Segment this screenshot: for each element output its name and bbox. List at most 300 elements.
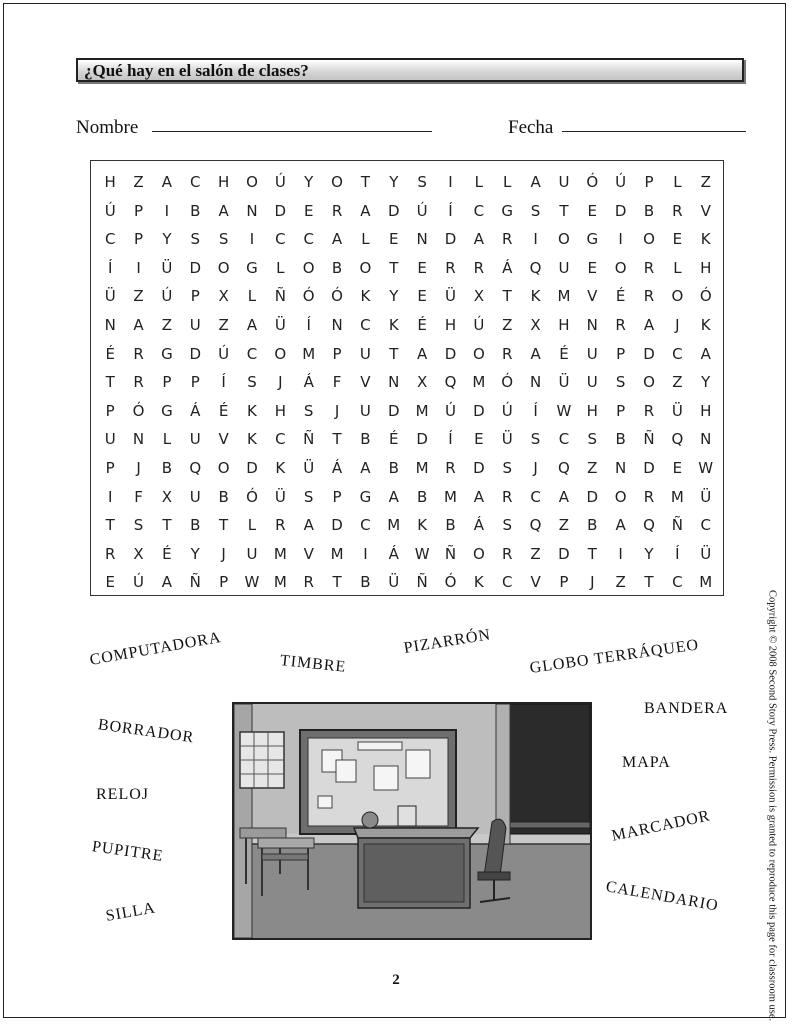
grid-cell[interactable]: Ó [699,287,712,306]
grid-cell[interactable]: E [587,201,598,220]
grid-cell[interactable]: N [615,458,627,477]
grid-cell[interactable]: C [303,230,314,249]
grid-cell[interactable]: É [615,287,626,306]
grid-cell[interactable]: Ó [132,401,145,420]
grid-cell[interactable]: M [330,544,344,563]
grid-cell[interactable]: D [189,258,202,277]
grid-cell[interactable]: N [529,373,542,392]
grid-cell[interactable]: B [360,573,371,592]
grid-cell[interactable]: I [533,230,538,249]
grid-cell[interactable]: É [218,401,229,420]
grid-cell[interactable]: Í [448,201,453,220]
grid-cell[interactable]: P [616,401,626,420]
grid-cell[interactable]: M [273,544,287,563]
grid-cell[interactable]: Ñ [274,287,286,306]
grid-cell[interactable]: L [361,230,370,249]
grid-cell[interactable]: H [700,258,712,277]
grid-cell[interactable]: Ó [246,487,258,506]
grid-cell[interactable]: Ñ [416,573,428,592]
grid-cell[interactable]: K [700,230,711,249]
grid-cell[interactable]: Y [389,173,399,191]
grid-cell[interactable]: G [161,344,173,363]
grid-cell[interactable]: M [444,487,457,506]
grid-cell[interactable]: T [587,544,597,563]
grid-cell[interactable]: N [700,430,712,449]
grid-cell[interactable]: P [190,287,200,306]
grid-cell[interactable]: Ú [416,201,428,220]
grid-cell[interactable]: I [448,173,453,191]
grid-cell[interactable]: R [615,315,626,334]
grid-cell[interactable]: A [161,173,173,191]
grid-cell[interactable]: J [221,544,226,563]
grid-cell[interactable]: O [643,373,655,392]
grid-cell[interactable]: V [218,430,229,449]
grid-cell[interactable]: Z [502,315,513,334]
grid-cell[interactable]: I [363,544,368,563]
grid-cell[interactable]: D [416,430,428,449]
grid-cell[interactable]: Y [701,373,711,392]
grid-cell[interactable]: H [700,401,712,420]
grid-cell[interactable]: R [501,544,513,563]
grid-cell[interactable]: D [387,201,400,220]
grid-cell[interactable]: S [247,373,257,392]
grid-cell[interactable]: N [331,315,343,334]
date-field[interactable] [562,131,746,132]
grid-cell[interactable]: Í [448,430,453,449]
grid-cell[interactable]: E [105,573,115,592]
grid-cell[interactable]: Á [388,544,399,563]
grid-cell[interactable]: Z [133,173,144,191]
grid-cell[interactable]: T [105,516,115,535]
grid-cell[interactable]: J [334,401,340,420]
grid-cell[interactable]: N [132,430,145,449]
grid-cell[interactable]: Ú [133,573,145,592]
grid-cell[interactable]: Ú [218,344,230,363]
grid-cell[interactable]: Ñ [189,573,201,592]
grid-cell[interactable]: Z [218,315,229,334]
grid-cell[interactable]: B [615,430,626,449]
grid-cell[interactable]: H [558,315,570,334]
grid-cell[interactable]: C [275,430,286,449]
grid-cell[interactable]: S [530,201,541,220]
grid-cell[interactable]: Z [700,173,711,191]
grid-cell[interactable]: Z [672,373,683,392]
grid-cell[interactable]: T [332,430,342,449]
grid-cell[interactable]: O [217,258,230,277]
grid-cell[interactable]: S [417,173,427,191]
grid-cell[interactable]: U [189,487,201,506]
grid-cell[interactable]: N [586,315,598,334]
grid-cell[interactable]: Z [133,287,144,306]
grid-cell[interactable]: Z [558,516,570,535]
grid-cell[interactable]: N [104,315,116,334]
grid-cell[interactable]: C [672,573,683,592]
grid-cell[interactable]: A [331,230,343,249]
grid-cell[interactable]: M [302,344,316,363]
grid-cell[interactable]: Ü [303,458,315,477]
grid-cell[interactable]: M [472,373,486,392]
grid-cell[interactable]: J [278,373,283,392]
grid-cell[interactable]: P [105,401,115,420]
grid-cell[interactable]: O [246,173,258,191]
grid-cell[interactable]: B [190,201,201,220]
grid-cell[interactable]: Í [306,315,311,334]
grid-cell[interactable]: R [501,230,513,249]
grid-cell[interactable]: K [388,315,399,334]
grid-cell[interactable]: P [644,173,654,191]
grid-cell[interactable]: Ú [445,401,456,420]
grid-cell[interactable]: B [388,458,399,477]
grid-cell[interactable]: C [700,516,711,535]
grid-cell[interactable]: K [473,573,484,592]
grid-cell[interactable]: D [473,401,485,420]
grid-cell[interactable]: O [472,344,485,363]
grid-cell[interactable]: L [276,258,285,277]
grid-cell[interactable]: R [501,487,513,506]
grid-cell[interactable]: S [502,516,512,535]
grid-cell[interactable]: D [387,401,400,420]
grid-cell[interactable]: J [675,315,680,334]
grid-cell[interactable]: N [246,201,258,220]
grid-cell[interactable]: I [164,201,170,220]
grid-cell[interactable]: U [189,430,201,449]
grid-cell[interactable]: R [445,458,456,477]
grid-cell[interactable]: M [415,401,429,420]
grid-cell[interactable]: C [360,315,371,334]
grid-cell[interactable]: Ú [104,201,116,220]
grid-cell[interactable]: B [218,487,229,506]
grid-cell[interactable]: U [104,430,116,449]
grid-cell[interactable]: B [190,516,201,535]
grid-cell[interactable]: Ñ [671,516,683,535]
grid-cell[interactable]: T [644,573,654,592]
grid-cell[interactable]: C [104,230,116,249]
grid-cell[interactable]: K [700,315,711,334]
grid-cell[interactable]: Y [389,287,399,306]
grid-cell[interactable]: U [558,173,570,191]
grid-cell[interactable]: Z [615,573,626,592]
grid-cell[interactable]: R [643,287,655,306]
grid-cell[interactable]: S [587,430,598,449]
grid-cell[interactable]: Q [529,516,542,535]
grid-cell[interactable]: C [246,344,258,363]
grid-cell[interactable]: O [614,487,627,506]
grid-cell[interactable]: Q [529,258,542,277]
grid-cell[interactable]: Z [161,315,173,334]
grid-cell[interactable]: H [274,401,286,420]
grid-cell[interactable]: U [558,258,570,277]
grid-cell[interactable]: P [190,373,200,392]
grid-cell[interactable]: A [246,315,258,334]
grid-cell[interactable]: W [556,401,572,420]
grid-cell[interactable]: T [360,173,370,191]
grid-cell[interactable]: O [302,258,315,277]
grid-cell[interactable]: M [699,573,713,592]
grid-cell[interactable]: Ü [274,315,286,334]
grid-cell[interactable]: Ü [671,401,683,420]
grid-cell[interactable]: R [643,487,655,506]
grid-cell[interactable]: O [274,344,287,363]
grid-cell[interactable]: C [530,487,541,506]
grid-cell[interactable]: D [331,516,343,535]
grid-cell[interactable]: B [587,516,598,535]
grid-cell[interactable]: J [136,458,141,477]
grid-cell[interactable]: W [244,573,260,592]
grid-cell[interactable]: R [104,544,116,563]
grid-cell[interactable]: I [618,544,623,563]
grid-cell[interactable]: R [672,201,683,220]
grid-cell[interactable]: X [161,487,173,506]
grid-cell[interactable]: Q [643,516,655,535]
grid-cell[interactable]: G [586,230,599,249]
grid-cell[interactable]: P [219,573,229,592]
grid-cell[interactable]: A [615,516,626,535]
grid-cell[interactable]: I [107,487,113,506]
grid-cell[interactable]: A [161,573,173,592]
grid-cell[interactable]: É [389,430,399,449]
grid-cell[interactable]: U [586,344,598,363]
grid-cell[interactable]: Í [675,544,680,563]
grid-cell[interactable]: M [670,487,684,506]
grid-cell[interactable]: U [189,315,201,334]
grid-cell[interactable]: D [586,487,599,506]
grid-cell[interactable]: H [217,173,230,191]
grid-cell[interactable]: M [415,458,429,477]
grid-cell[interactable]: I [136,258,141,277]
grid-cell[interactable]: Ó [331,287,343,306]
grid-cell[interactable]: V [530,573,541,592]
grid-cell[interactable]: Ü [161,258,173,277]
grid-cell[interactable]: O [643,230,655,249]
grid-cell[interactable]: C [190,173,201,191]
grid-cell[interactable]: R [643,401,655,420]
grid-cell[interactable]: L [474,173,484,191]
grid-cell[interactable]: X [473,287,484,306]
grid-cell[interactable]: E [389,230,399,249]
grid-cell[interactable]: A [218,201,229,220]
grid-cell[interactable]: O [359,258,372,277]
grid-cell[interactable]: Ü [104,287,116,306]
grid-cell[interactable]: T [389,344,399,363]
grid-cell[interactable]: L [247,516,257,535]
grid-cell[interactable]: Z [587,458,598,477]
grid-cell[interactable]: B [161,458,173,477]
grid-cell[interactable]: V [700,201,711,220]
grid-cell[interactable]: E [474,430,484,449]
grid-cell[interactable]: C [501,573,513,592]
grid-cell[interactable]: X [530,315,541,334]
grid-cell[interactable]: B [445,516,456,535]
grid-cell[interactable]: D [643,344,655,363]
grid-cell[interactable]: V [303,544,314,563]
grid-cell[interactable]: G [359,487,372,506]
grid-cell[interactable]: Y [644,544,654,563]
grid-cell[interactable]: Ó [302,287,315,306]
grid-cell[interactable]: A [473,230,484,249]
grid-cell[interactable]: T [162,516,172,535]
grid-cell[interactable]: Ü [388,573,400,592]
grid-cell[interactable]: B [416,487,428,506]
grid-cell[interactable]: R [275,516,286,535]
grid-cell[interactable]: L [247,287,257,306]
grid-cell[interactable]: E [417,287,427,306]
grid-cell[interactable]: K [247,430,257,449]
grid-cell[interactable]: I [618,230,623,249]
grid-cell[interactable]: R [133,344,144,363]
grid-cell[interactable]: P [332,344,342,363]
grid-cell[interactable]: E [417,258,427,277]
grid-cell[interactable]: E [303,201,314,220]
grid-cell[interactable]: O [331,173,343,191]
grid-cell[interactable]: Í [107,258,113,277]
grid-cell[interactable]: R [133,373,144,392]
grid-cell[interactable]: D [558,544,570,563]
grid-cell[interactable]: D [189,344,202,363]
grid-cell[interactable]: O [614,258,627,277]
grid-cell[interactable]: Ú [161,287,173,306]
grid-cell[interactable]: Á [303,373,314,392]
grid-cell[interactable]: Z [530,544,541,563]
grid-cell[interactable]: Ü [274,487,286,506]
grid-cell[interactable]: A [558,487,570,506]
grid-cell[interactable]: B [360,430,371,449]
grid-cell[interactable]: Ó [586,173,599,191]
grid-cell[interactable]: A [360,201,371,220]
grid-cell[interactable]: Ñ [444,544,457,563]
grid-cell[interactable]: O [217,458,230,477]
grid-cell[interactable]: Ó [501,373,514,392]
grid-cell[interactable]: L [503,173,512,191]
grid-cell[interactable]: D [444,344,457,363]
grid-cell[interactable]: G [246,258,258,277]
grid-cell[interactable]: A [643,315,655,334]
grid-cell[interactable]: S [303,401,314,420]
grid-cell[interactable]: E [672,230,683,249]
grid-cell[interactable]: E [587,258,598,277]
grid-cell[interactable]: N [416,230,428,249]
grid-cell[interactable]: V [360,373,371,392]
grid-cell[interactable]: M [557,287,571,306]
grid-cell[interactable]: A [530,173,541,191]
grid-cell[interactable]: O [671,287,684,306]
grid-cell[interactable]: P [105,458,115,477]
grid-cell[interactable]: Ú [274,173,286,191]
grid-cell[interactable]: Ú [501,401,513,420]
grid-cell[interactable]: A [360,458,371,477]
grid-cell[interactable]: V [587,287,598,306]
grid-cell[interactable]: Ó [444,573,457,592]
grid-cell[interactable]: I [249,230,255,249]
grid-cell[interactable]: T [389,258,399,277]
grid-cell[interactable]: P [616,344,626,363]
grid-cell[interactable]: Á [502,258,513,277]
grid-cell[interactable]: A [388,487,399,506]
grid-cell[interactable]: P [162,373,172,392]
grid-cell[interactable]: T [332,573,342,592]
grid-cell[interactable]: J [590,573,595,592]
grid-cell[interactable]: S [502,458,512,477]
grid-cell[interactable]: D [643,458,655,477]
grid-cell[interactable]: C [275,230,286,249]
grid-cell[interactable]: P [559,573,569,592]
grid-cell[interactable]: D [444,230,457,249]
grid-cell[interactable]: Ü [501,430,513,449]
grid-cell[interactable]: A [530,344,541,363]
grid-cell[interactable]: L [162,430,172,449]
grid-cell[interactable]: Ü [445,287,456,306]
grid-cell[interactable]: D [614,201,627,220]
grid-cell[interactable]: D [473,458,485,477]
grid-cell[interactable]: U [586,373,598,392]
grid-cell[interactable]: X [416,373,428,392]
grid-cell[interactable]: M [273,573,287,592]
name-field[interactable] [152,131,432,132]
grid-cell[interactable]: A [473,487,484,506]
grid-cell[interactable]: Ñ [303,430,315,449]
grid-cell[interactable]: K [247,401,257,420]
grid-cell[interactable]: E [672,458,683,477]
grid-cell[interactable]: W [698,458,714,477]
grid-cell[interactable]: K [275,458,286,477]
grid-cell[interactable]: P [332,487,342,506]
grid-cell[interactable]: X [218,287,229,306]
grid-cell[interactable]: Q [444,373,457,392]
grid-cell[interactable]: S [303,487,314,506]
grid-cell[interactable]: K [417,516,428,535]
grid-cell[interactable]: Í [533,401,538,420]
grid-cell[interactable]: W [414,544,430,563]
grid-cell[interactable]: Í [221,373,226,392]
grid-cell[interactable]: G [501,201,514,220]
grid-cell[interactable]: R [643,258,655,277]
grid-cell[interactable]: H [104,173,116,191]
grid-cell[interactable]: Y [162,230,172,249]
grid-cell[interactable]: Ü [700,544,712,563]
grid-cell[interactable]: Q [189,458,202,477]
grid-cell[interactable]: A [417,344,428,363]
grid-cell[interactable]: Á [190,401,201,420]
grid-cell[interactable]: S [530,430,541,449]
grid-cell[interactable]: D [274,201,287,220]
grid-cell[interactable]: U [359,344,371,363]
grid-cell[interactable]: S [133,516,144,535]
grid-cell[interactable]: É [417,315,427,334]
grid-cell[interactable]: N [388,373,400,392]
grid-cell[interactable]: Ú [473,315,485,334]
grid-cell[interactable]: C [672,344,683,363]
grid-cell[interactable]: A [700,344,711,363]
grid-cell[interactable]: X [133,544,144,563]
grid-cell[interactable]: P [134,230,144,249]
grid-cell[interactable]: U [359,401,371,420]
grid-cell[interactable]: O [472,544,485,563]
grid-cell[interactable]: S [218,230,229,249]
grid-cell[interactable]: T [559,201,569,220]
grid-cell[interactable]: Á [331,458,343,477]
grid-cell[interactable]: Ñ [643,430,655,449]
grid-cell[interactable]: F [134,487,143,506]
grid-cell[interactable]: G [161,401,173,420]
grid-cell[interactable]: É [105,344,115,363]
grid-cell[interactable]: A [303,516,314,535]
grid-cell[interactable]: É [162,544,172,563]
grid-cell[interactable]: T [502,287,512,306]
grid-cell[interactable]: C [360,516,371,535]
grid-cell[interactable]: F [332,373,342,392]
grid-cell[interactable]: K [360,287,371,306]
grid-cell[interactable]: P [134,201,144,220]
grid-cell[interactable]: L [673,173,682,191]
